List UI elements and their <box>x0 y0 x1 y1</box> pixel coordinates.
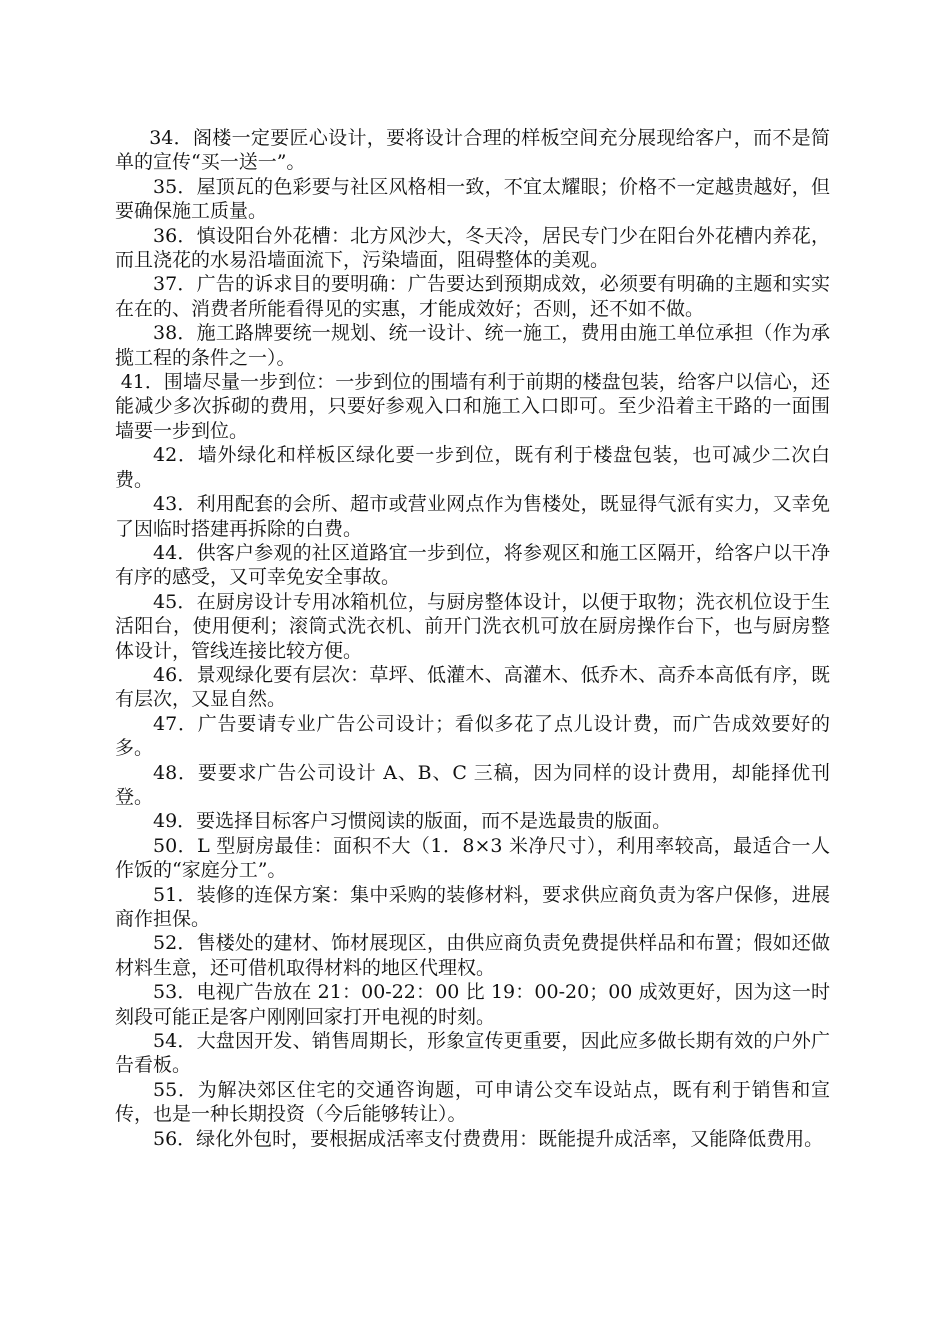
paragraph-56: 56．绿化外包时，要根据成活率支付费费用：既能提升成活率，又能降低费用。 <box>153 1127 824 1150</box>
paragraph-43: 43．利用配套的会所、超市或营业网点作为售楼处，既显得气派有实力，又幸免了因临时搭建再拆除的白费。 <box>115 493 830 540</box>
paragraph-36: 36．慎设阳台外花槽：北方风沙大，冬天冷，居民专门少在阳台外花槽内养花，而且浇花的水易沿墙面流下，污染墙面，阻碍整体的美观。 <box>115 224 830 272</box>
paragraph-48: 48．要要求广告公司设计 A、B、C 三稿，因为同样的设计费用，却能择优刊登。 <box>115 761 830 808</box>
paragraph-37: 37．广告的诉求目的要明确：广告要达到预期成效，必须要有明确的主题和实实在在的、消费者所能看得见的实惠，才能成效好；否则，还不如不做。 <box>115 273 830 320</box>
paragraph-38: 38．施工路牌要统一规划、统一设计、统一施工，费用由施工单位承担（作为承揽工程的条件之一）。 <box>115 322 830 369</box>
paragraph-51: 51．装修的连保方案：集中采购的装修材料，要求供应商负责为客户保修，进展商作担保。 <box>115 883 830 930</box>
paragraph-47: 47．广告要请专业广告公司设计；看似多花了点儿设计费，而广告成效要好的多。 <box>115 712 830 760</box>
paragraph-55: 55．为解决郊区住宅的交通咨询题，可申请公交车设站点，既有利于销售和宣传，也是一种长期投资（今后能够转让）。 <box>115 1078 830 1126</box>
paragraph-42: 42．墙外绿化和样板区绿化要一步到位，既有利于楼盘包装，也可减少二次白费。 <box>115 444 830 491</box>
document-body <box>115 126 830 1151</box>
paragraph-41: 41．围墙尽量一步到位：一步到位的围墙有利于前期的楼盘包装，给客户以信心，还能减少多次拆砌的费用，只要好参观入口和施工入口即可。至少沿着主干路的一面围墙要一步到位。 <box>115 371 830 442</box>
paragraph-35: 35．屋顶瓦的色彩要与社区风格相一致，不宜太耀眼；价格不一定越贵越好，但要确保施工质量。 <box>115 175 830 223</box>
paragraph-49: 49．要选择目标客户习惯阅读的版面，而不是选最贵的版面。 <box>153 810 672 833</box>
paragraph-44: 44．供客户参观的社区道路宜一步到位，将参观区和施工区隔开，给客户以干净有序的感受，又可幸免安全事故。 <box>115 541 830 589</box>
paragraph-53: 53．电视广告放在 21：00-22：00 比 19：00-20；00 成效更好，因为这一时刻段可能正是客户刚刚回家打开电视的时刻。 <box>115 981 830 1028</box>
paragraph-50: 50．L 型厨房最佳：面积不大（1．8×3 米净尺寸），利用率较高，最适合一人作饭的“家庭分工”。 <box>115 834 830 882</box>
paragraph-54: 54．大盘因开发、销售周期长，形象宣传更重要，因此应多做长期有效的户外广告看板。 <box>115 1030 830 1077</box>
paragraph-34: 34．阁楼一定要匠心设计，要将设计合理的样板空间充分展现给客户，而不是简单的宣传“买一送一”。 <box>115 127 830 174</box>
paragraph-52: 52．售楼处的建材、饰材展现区，由供应商负责免费提供样品和布置；假如还做材料生意，还可借机取得材料的地区代理权。 <box>115 932 830 979</box>
paragraph-46: 46．景观绿化要有层次：草坪、低灌木、高灌木、低乔木、高乔本高低有序，既有层次，又显自然。 <box>115 663 830 711</box>
paragraph-45: 45．在厨房设计专用冰箱机位，与厨房整体设计，以便于取物；洗衣机位设于生活阳台，使用便利；滚筒式洗衣机、前开门洗衣机可放在厨房操作台下，也与厨房整体设计，管线连接比较方便。 <box>115 590 830 662</box>
